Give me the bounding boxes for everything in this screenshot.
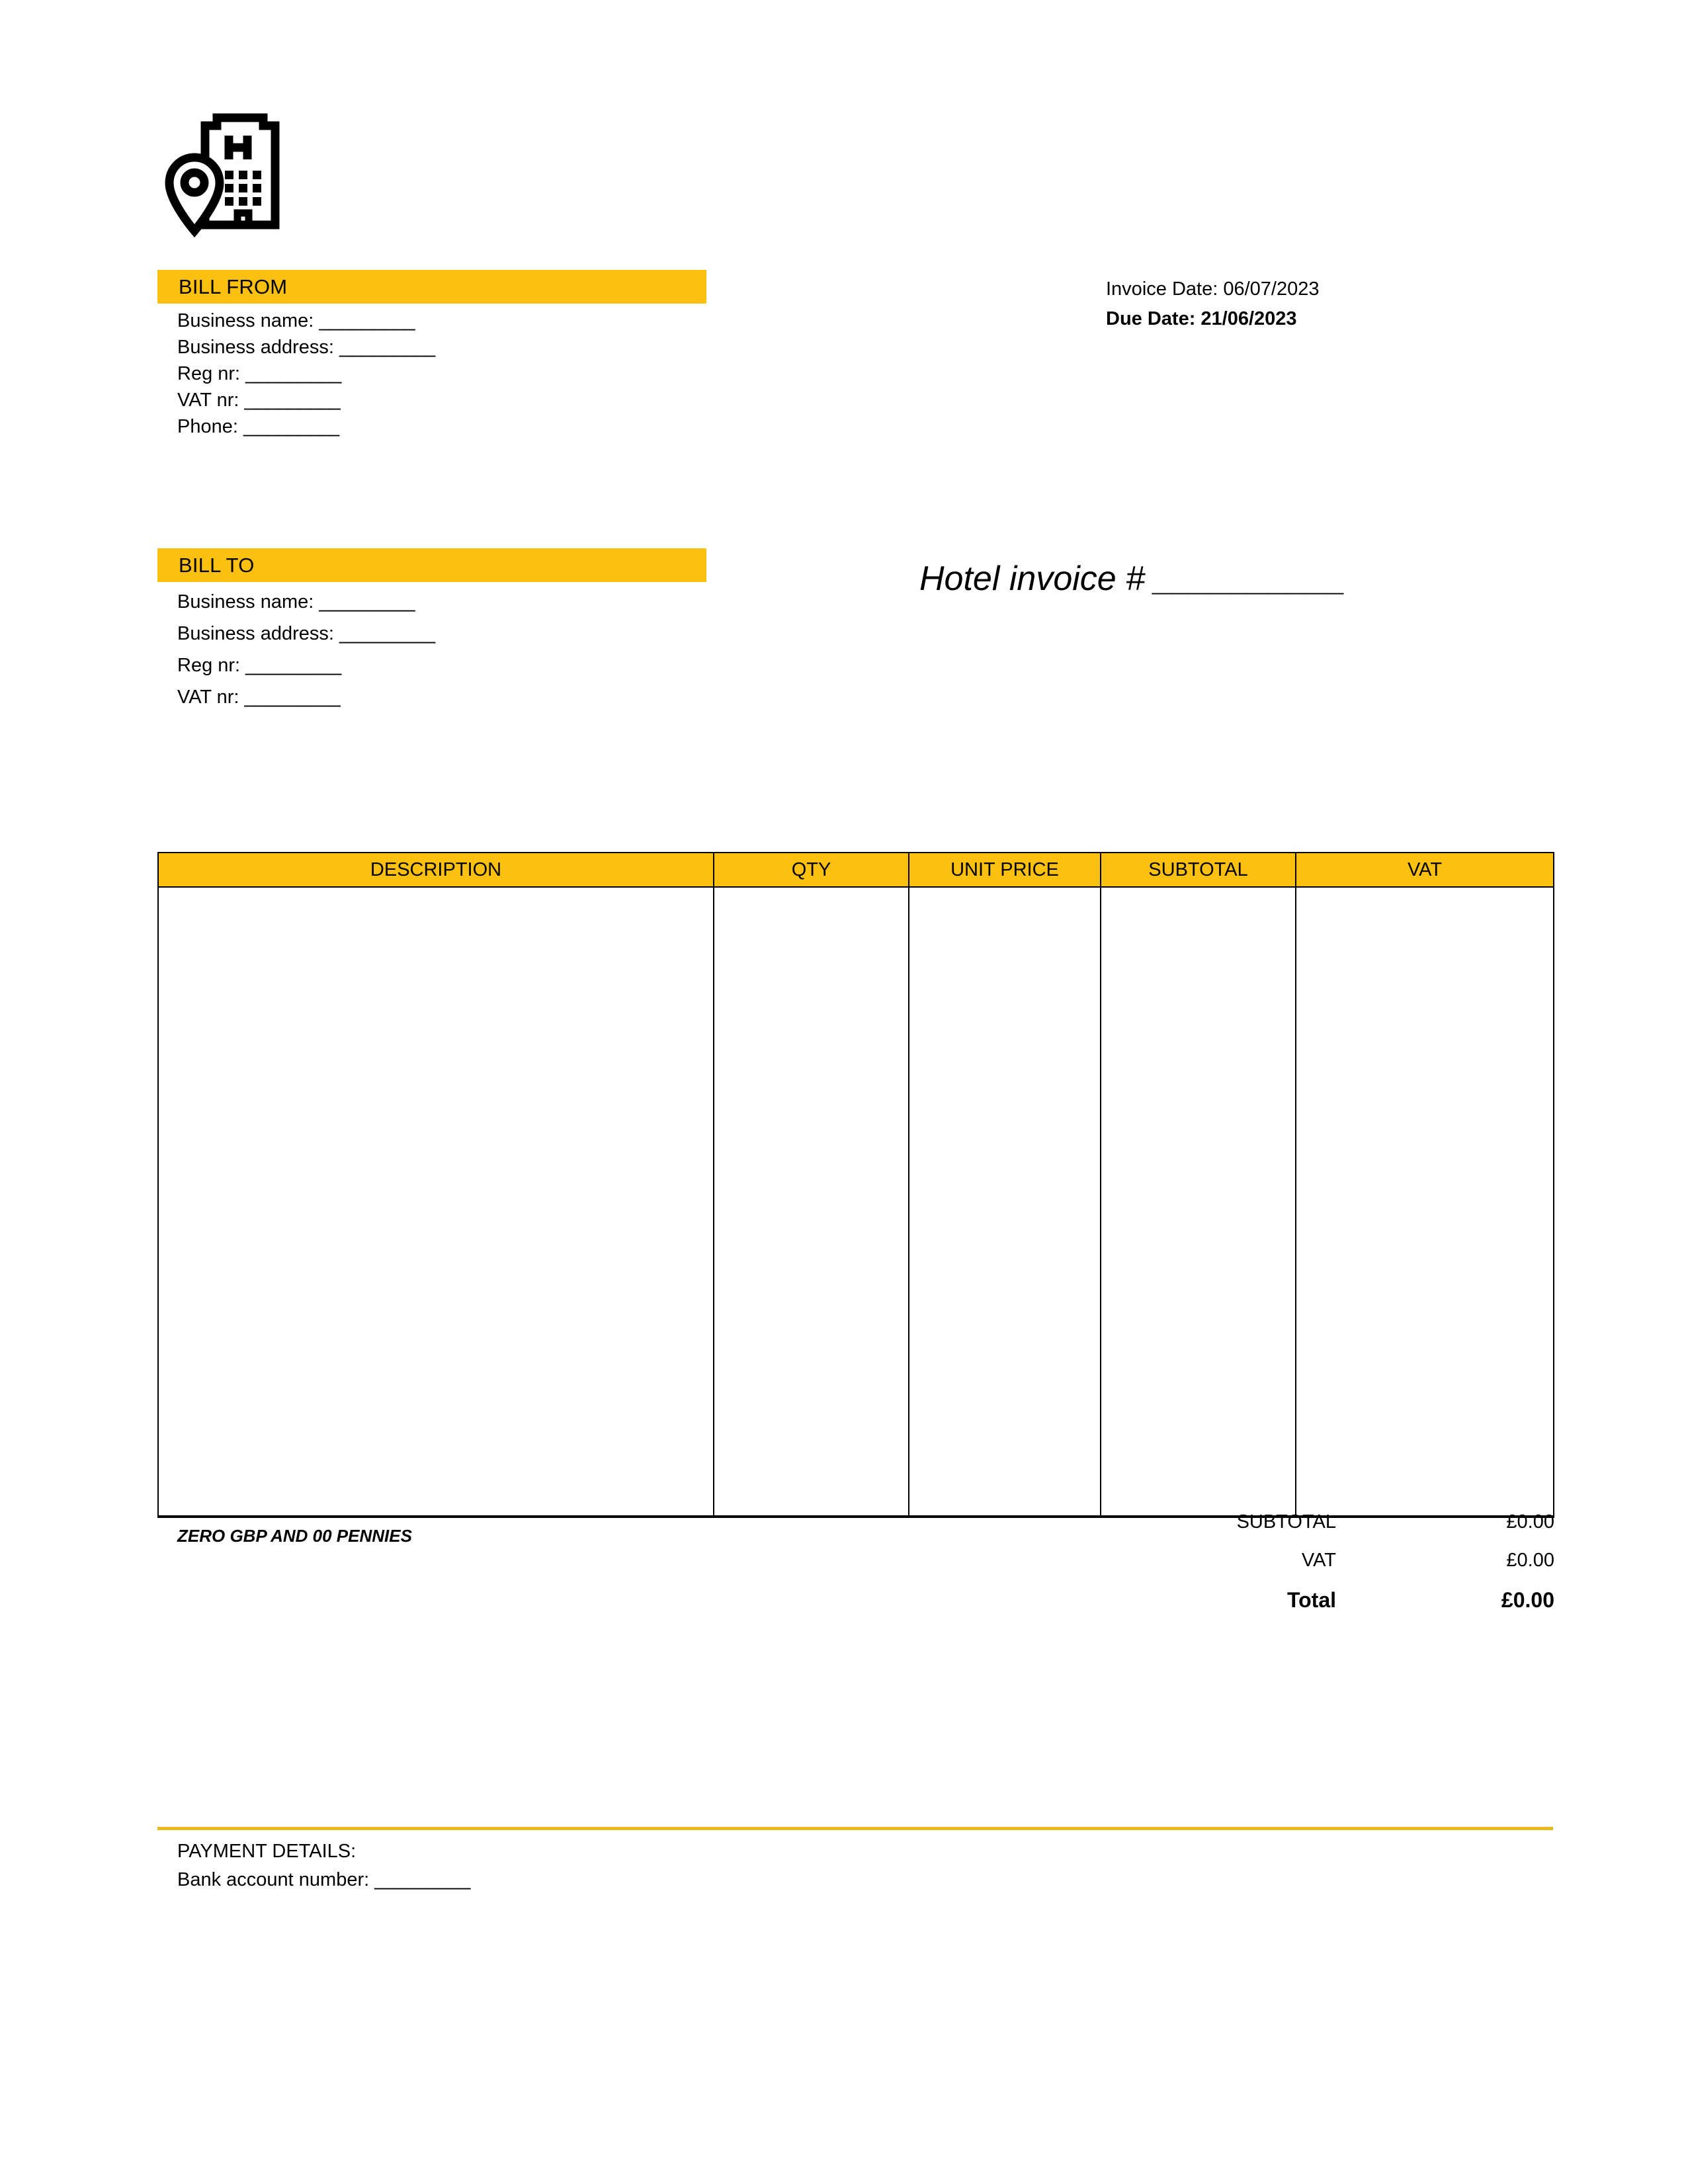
column-header-qty: QTY [714,853,909,887]
vat-value: £0.00 [1506,1550,1554,1571]
amount-in-words: ZERO GBP AND 00 PENNIES [177,1526,412,1546]
bill-from-fields [177,308,435,440]
subtotal-label: SUBTOTAL [1236,1511,1336,1533]
bill-from-field[interactable]: Phone: _________ [177,416,340,437]
invoice-number-title[interactable]: Hotel invoice # __________ [919,560,1346,598]
total-value: £0.00 [1501,1588,1554,1612]
hotel-building-location-pin-icon [151,99,310,241]
table-body-row [158,887,1554,1517]
invoice-dates [1106,274,1319,334]
column-header-vat: VAT [1296,853,1554,887]
column-header-description: DESCRIPTION [158,853,714,887]
totals-row-subtotal [1025,1511,1554,1550]
bill-to-field[interactable]: VAT nr: _________ [177,687,341,708]
invoice-date: Invoice Date: 06/07/2023 [1106,278,1320,300]
bill-from-header-bar [157,270,706,304]
cell-unit-price[interactable] [909,887,1101,1517]
bill-to-field[interactable]: Business name: _________ [177,591,415,612]
due-date: Due Date: 21/06/2023 [1106,308,1297,329]
totals-block [1025,1511,1554,1626]
cell-subtotal[interactable] [1101,887,1296,1517]
subtotal-value: £0.00 [1506,1511,1554,1533]
totals-row-total [1025,1588,1554,1626]
totals-row-vat [1025,1550,1554,1588]
bill-from-field[interactable]: Business address: _________ [177,337,436,358]
line-items-table [157,852,1554,1518]
payment-details-heading: PAYMENT DETAILS: [177,1841,357,1862]
bill-to-field[interactable]: Reg nr: _________ [177,655,342,676]
column-header-subtotal: SUBTOTAL [1101,853,1296,887]
bank-account-field[interactable]: Bank account number: _________ [177,1869,471,1890]
bill-from-field[interactable]: Business name: _________ [177,310,415,331]
bill-to-fields [177,586,435,713]
cell-description[interactable] [158,887,714,1517]
cell-qty[interactable] [714,887,909,1517]
table-header-row [158,853,1554,887]
bill-to-heading: BILL TO [179,553,255,577]
total-label: Total [1286,1588,1336,1612]
column-header-unit-price: UNIT PRICE [909,853,1101,887]
footer-divider [157,1827,1553,1830]
bill-from-heading: BILL FROM [179,274,288,298]
cell-vat[interactable] [1296,887,1554,1517]
bill-to-field[interactable]: Business address: _________ [177,623,436,644]
bill-from-field[interactable]: VAT nr: _________ [177,390,341,411]
bill-to-header-bar [157,548,706,582]
bill-from-field[interactable]: Reg nr: _________ [177,363,342,384]
payment-details [177,1837,470,1894]
vat-label: VAT [1301,1550,1336,1571]
